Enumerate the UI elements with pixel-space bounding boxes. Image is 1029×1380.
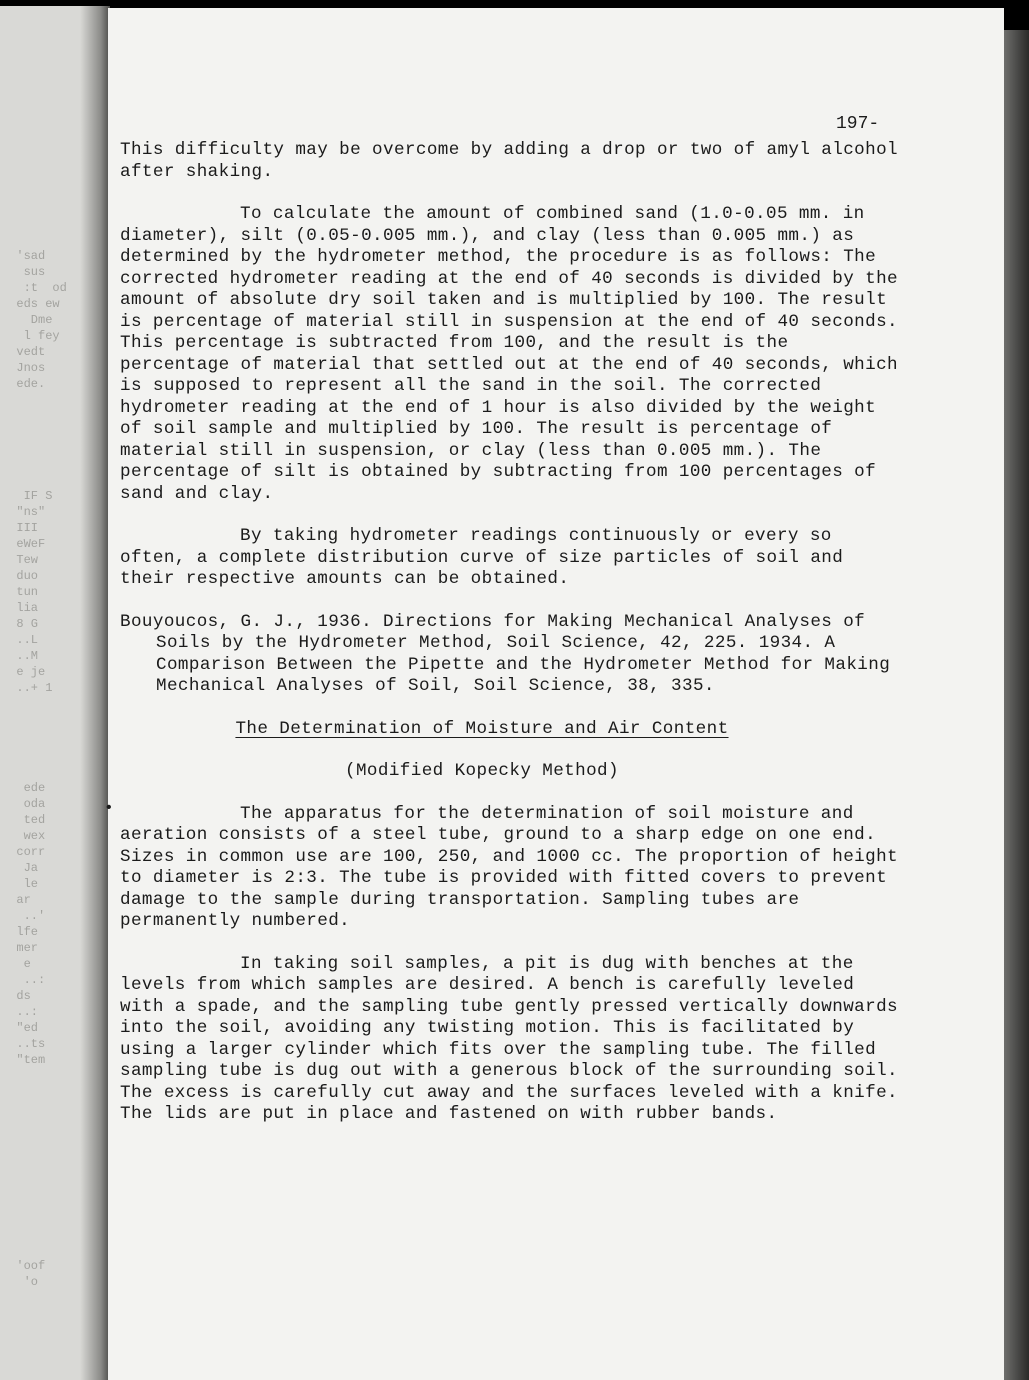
book-gutter <box>80 6 110 1380</box>
paragraph: The apparatus for the determination of soil moisture and aeration consists of a steel tube, ground to a sharp edge on one end. Sizes in common use are 100, 250, and 1000 cc. The proportion of height to diameter is 2:3. The tube is provided with fitted covers to prevent damage to the sample during transportation. Sampling tubes are permanently numbered. <box>120 803 899 931</box>
reference: Bouyoucos, G. J., 1936. Directions for Making Mechanical Analyses of Soils by the Hydrometer Method, Soil Science, 42, 225. 1934. A Comparison Between the Pipette and the Hydrometer Method for Making Mechanical Analyses of Soil, Soil Science, 38, 335. <box>120 611 891 696</box>
facing-page-bleed-text: ede oda ted wex corr Ja le ar ..' lfe mer e ..: ds ..: "ed ..ts "tem <box>16 781 46 1067</box>
section-subtitle: (Modified Kopecky Method) <box>345 761 619 781</box>
paragraph: To calculate the amount of combined sand (1.0-0.05 mm. in diameter), silt (0.05-0.005 mm.), and clay (less than 0.005 mm.) as determined by the hydrometer method, the procedure is as follows: The corrected hydrometer reading at the end of 40 seconds is divided by the amount of absolute dry soil taken and is multiplied by 100. The result is percentage of material still in suspension at the end of 40 seconds. This percentage is subtracted from 100, and the result is the percentage of material that settled out at the end of 40 seconds, which is supposed to represent all the sand in the soil. The corrected hydrometer reading at the end of 1 hour is also divided by the weight of soil sample and multiplied by 100. The result is percentage of material still in suspension, or clay (less than 0.005 mm.). The percentage of silt is obtained by subtracting from 100 percentages of sand and clay. <box>120 204 899 504</box>
page-edge <box>1004 30 1029 1380</box>
page-number: 197- <box>836 114 880 134</box>
facing-page-bleed-text: 'sad sus :t od eds ew Dme l fey vedt Jnos ede. <box>16 249 67 391</box>
facing-page-bleed-text: IF S "ns" III eWeF Tew duo tun lia 8 G ..L ..M e je ..+ 1 <box>16 489 53 695</box>
page-body <box>120 140 900 1126</box>
paragraph: This difficulty may be overcome by adding a drop or two of amyl alcohol after shaking. <box>120 140 899 182</box>
paragraph: By taking hydrometer readings continuously or every so often, a complete distribution curve of size particles of soil and their respective amounts can be obtained. <box>120 526 844 589</box>
facing-page-bleed-text: 'oof 'o <box>16 1259 46 1289</box>
margin-mark: • <box>104 799 114 817</box>
paragraph: In taking soil samples, a pit is dug with benches at the levels from which samples are desired. A bench is carefully leveled with a spade, and the sampling tube gently pressed vertically downwards into the soil, avoiding any twisting motion. This is facilitated by using a larger cylinder which fits over the sampling tube. The filled sampling tube is dug out with a generous block of the surrounding soil. The excess is carefully cut away and the surfaces leveled with a knife. The lids are put in place and fastened on with rubber bands. <box>120 953 899 1124</box>
section-title: The Determination of Moisture and Air Content <box>235 718 729 739</box>
